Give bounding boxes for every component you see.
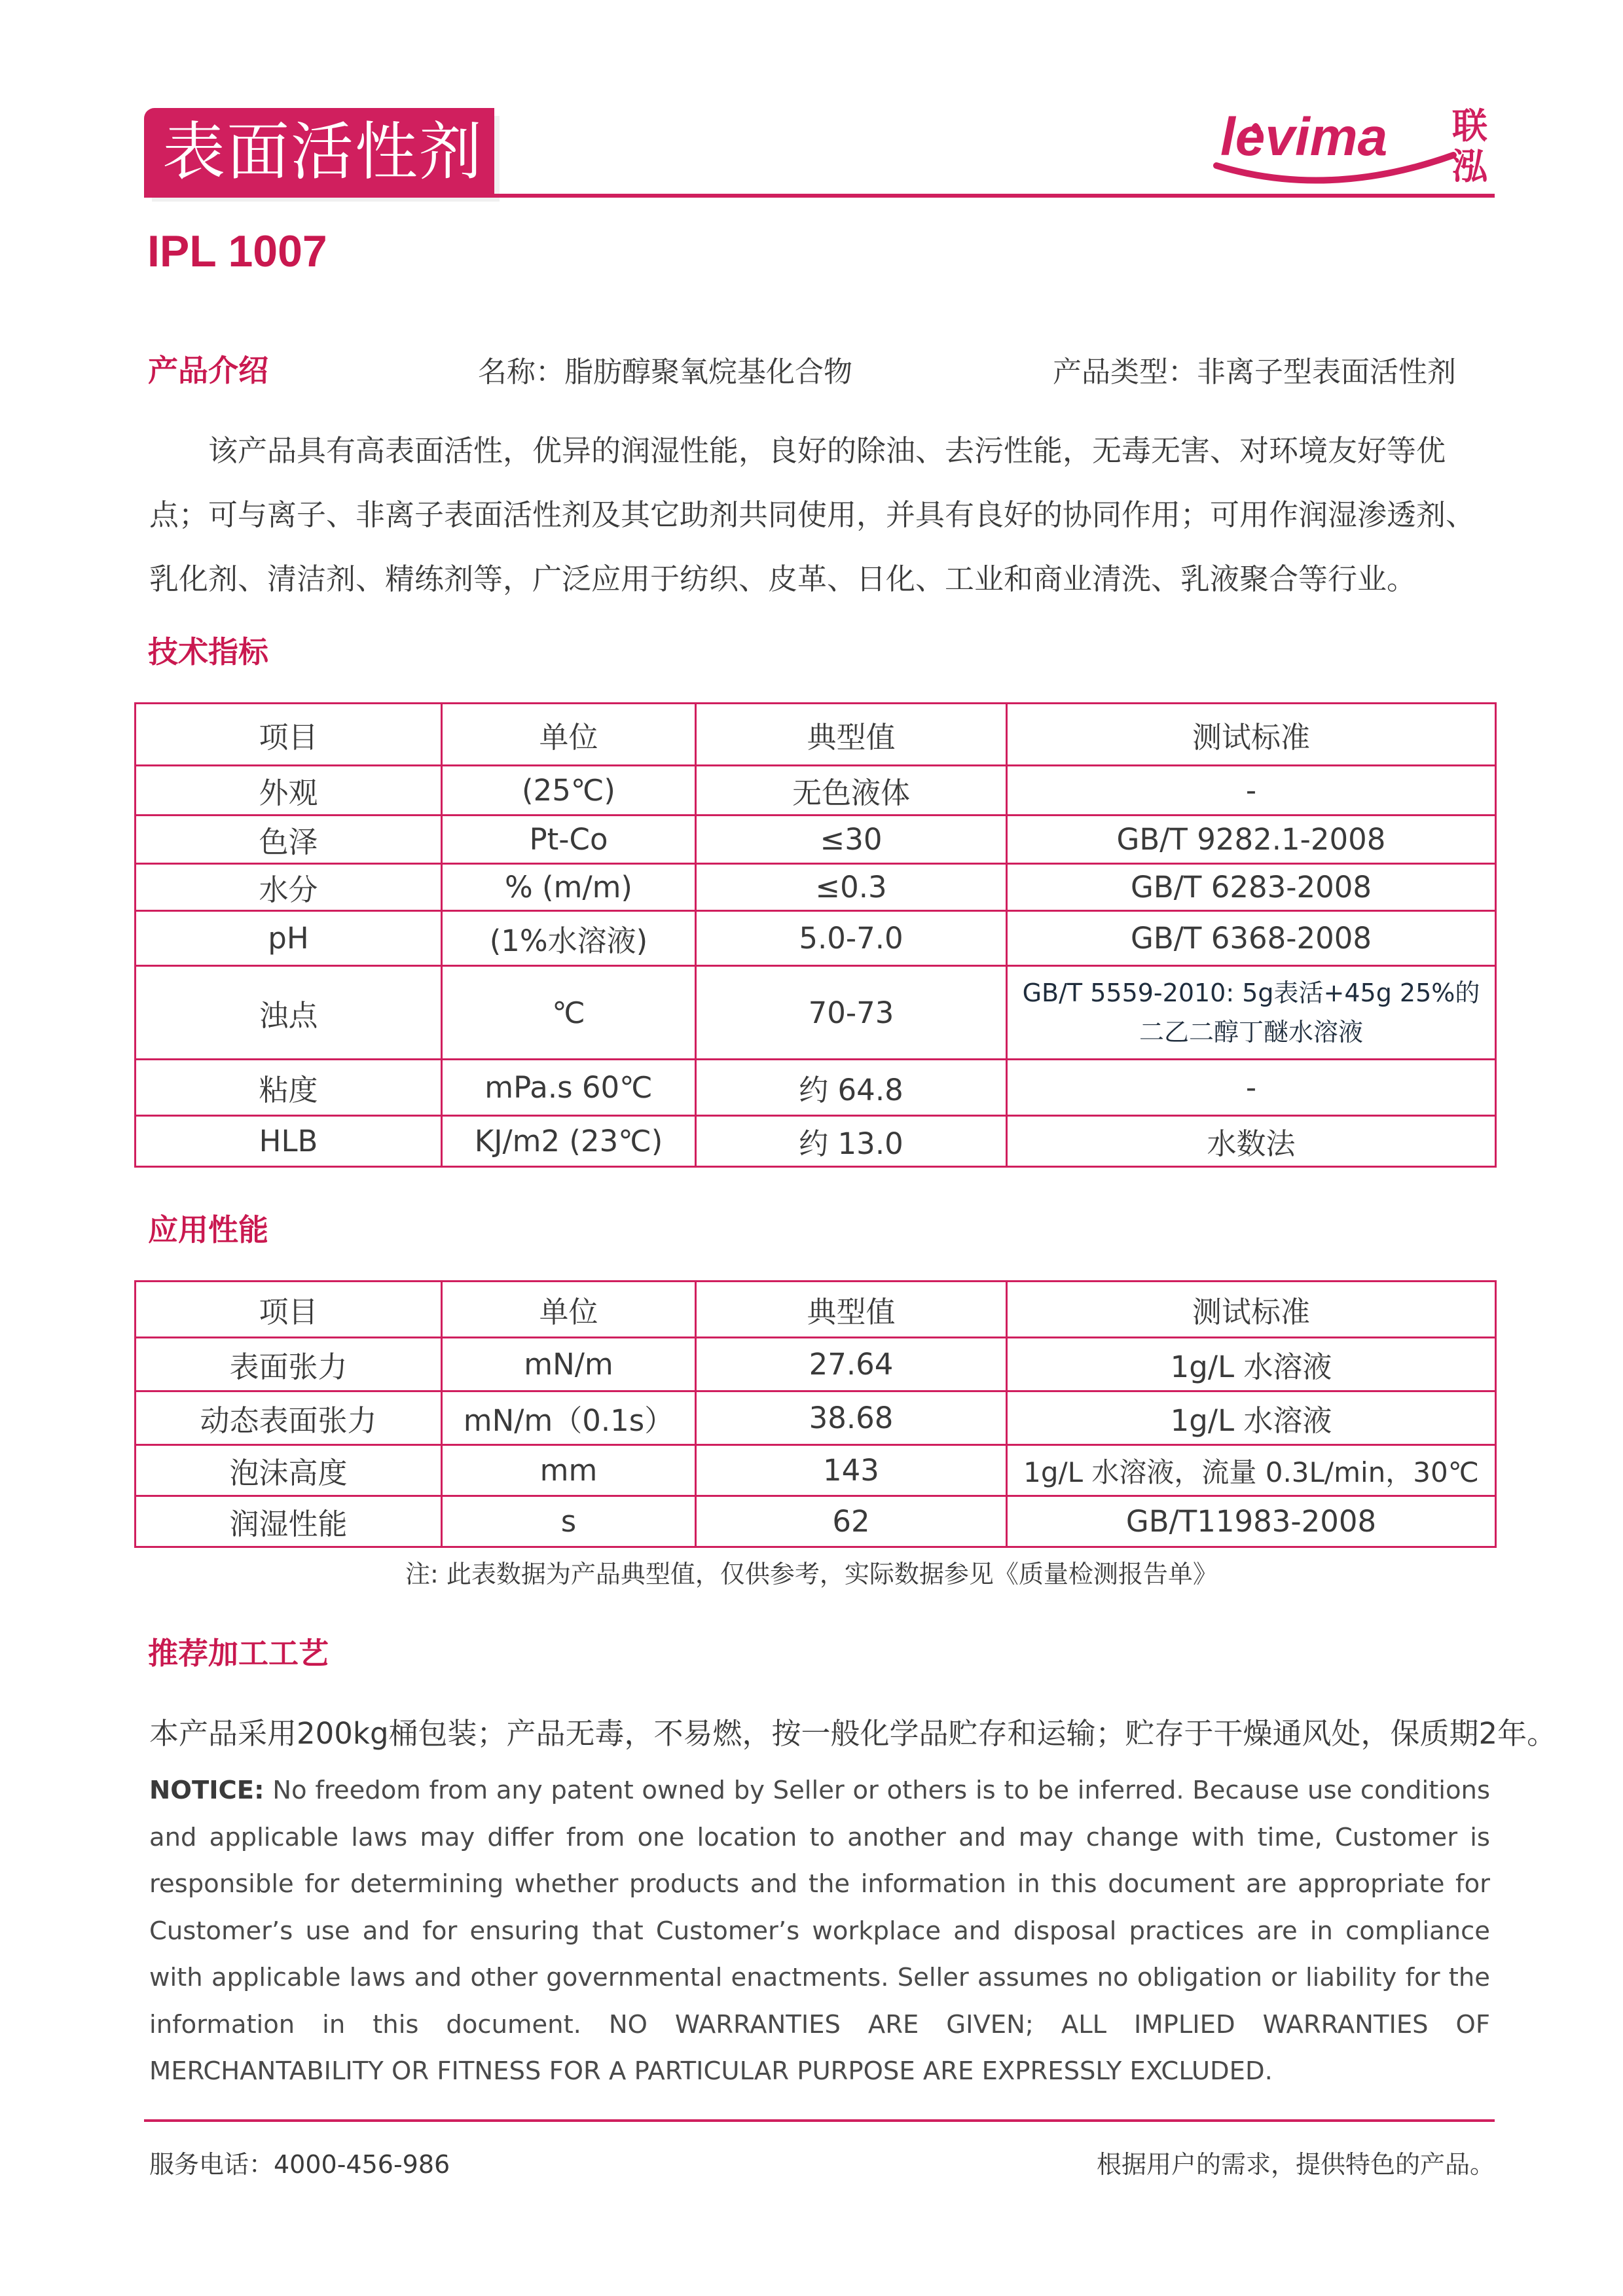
table-cell: 约 13.0 xyxy=(696,1116,1007,1167)
tech-heading: 技术指标 xyxy=(148,634,268,670)
table-row xyxy=(136,1445,1496,1496)
table-row xyxy=(136,1060,1496,1116)
table-cell: 浊点 xyxy=(136,966,442,1060)
table-cell: ℃ xyxy=(442,966,696,1060)
table-row xyxy=(136,966,1496,1060)
product-name: 名称：脂肪醇聚氧烷基化合物 xyxy=(478,355,852,389)
table-row xyxy=(136,1496,1496,1547)
header-divider xyxy=(144,194,1495,198)
table-note: 注: 此表数据为产品典型值，仅供参考，实际数据参见《质量检测报告单》 xyxy=(405,1560,1218,1588)
table-cell: 泡沫高度 xyxy=(136,1445,442,1496)
header-cell: 项目 xyxy=(136,1282,442,1338)
table-cell: Pt-Co xyxy=(442,816,696,864)
table-cell: 5.0-7.0 xyxy=(696,911,1007,966)
table-row xyxy=(136,816,1496,864)
intro-heading: 产品介绍 xyxy=(148,353,268,388)
app-performance-table xyxy=(134,1280,1497,1548)
table-cell: pH xyxy=(136,911,442,966)
table-cell: mPa.s 60℃ xyxy=(442,1060,696,1116)
table-row xyxy=(136,766,1496,816)
table-cell: 1g/L 水溶液 xyxy=(1007,1391,1496,1445)
levima-logo xyxy=(1211,95,1499,193)
table-cell: 水数法 xyxy=(1007,1116,1496,1167)
table-cell: 38.68 xyxy=(696,1391,1007,1445)
notice-block xyxy=(149,1767,1490,2095)
table-cell: 润湿性能 xyxy=(136,1496,442,1547)
header-cell: 单位 xyxy=(442,1282,696,1338)
table-cell: mm xyxy=(442,1445,696,1496)
table-cell: ≤30 xyxy=(696,816,1007,864)
table-row xyxy=(136,1116,1496,1167)
table-cell: 70-73 xyxy=(696,966,1007,1060)
table-row xyxy=(136,1338,1496,1391)
table-cell: 动态表面张力 xyxy=(136,1391,442,1445)
footer-divider xyxy=(144,2119,1495,2122)
table-cell: mN/m xyxy=(442,1338,696,1391)
notice-label: NOTICE: xyxy=(149,1776,264,1805)
logo-cn-2: 泓 xyxy=(1452,146,1487,187)
table-cell: 约 64.8 xyxy=(696,1060,1007,1116)
table-cell: 1g/L 水溶液 xyxy=(1007,1338,1496,1391)
table-cell: 27.64 xyxy=(696,1338,1007,1391)
table-cell: 色泽 xyxy=(136,816,442,864)
category-title: 表面活性剂 xyxy=(144,108,494,196)
description-text: 该产品具有高表面活性，优异的润湿性能，良好的除油、去污性能，无毒无害、对环境友好等优点；可与离子、非离子表面活性剂及其它助剂共同使用，并具有良好的协同作用；可用作润湿渗透剂、乳化剂、清洁剂、精练剂等，广泛应用于纺织、皮革、日化、工业和商业清洗、乳液聚合等行业。 xyxy=(149,433,1476,596)
table-header-row xyxy=(136,704,1496,766)
product-code: IPL 1007 xyxy=(147,226,327,276)
table-cell: 1g/L 水溶液，流量 0.3L/min，30℃ xyxy=(1007,1445,1496,1496)
table-header-row xyxy=(136,1282,1496,1338)
table-row xyxy=(136,1391,1496,1445)
table-cell: 143 xyxy=(696,1445,1007,1496)
table-cell: GB/T 6283-2008 xyxy=(1007,864,1496,911)
table-cell: mN/m（0.1s） xyxy=(442,1391,696,1445)
product-type: 产品类型：非离子型表面活性剂 xyxy=(1053,355,1456,389)
table-cell: GB/T11983-2008 xyxy=(1007,1496,1496,1547)
header-cell: 项目 xyxy=(136,704,442,766)
table-cell: HLB xyxy=(136,1116,442,1167)
header-cell: 单位 xyxy=(442,704,696,766)
table-cell: (1%水溶液) xyxy=(442,911,696,966)
table-cell: 表面张力 xyxy=(136,1338,442,1391)
table-row xyxy=(136,864,1496,911)
header-cell: 典型值 xyxy=(696,704,1007,766)
table-row xyxy=(136,911,1496,966)
tech-spec-table xyxy=(134,702,1497,1168)
table-cell: 62 xyxy=(696,1496,1007,1547)
logo-wordmark: levima xyxy=(1220,107,1388,167)
header-cell: 测试标准 xyxy=(1007,1282,1496,1338)
table-cell: ≤0.3 xyxy=(696,864,1007,911)
process-heading: 推荐加工工艺 xyxy=(148,1636,329,1671)
header-cell: 典型值 xyxy=(696,1282,1007,1338)
table-cell: (25℃) xyxy=(442,766,696,816)
header-cell: 测试标准 xyxy=(1007,704,1496,766)
app-heading: 应用性能 xyxy=(148,1212,268,1247)
table-cell: KJ/m2 (23℃) xyxy=(442,1116,696,1167)
product-description xyxy=(149,419,1495,611)
notice-text: No freedom from any patent owned by Seller or others is to be inferred. Because use conditions and applicable laws may differ from one location to another and may change with time, Customer is responsible for determining whether products and the information in this document are appropriate for Customer’s use and for ensuring that Customer’s workplace and disposal practices are in compliance with applicable laws and other governmental enactments. Seller assumes no obligation or liability for the information in this document. NO WARRANTIES ARE GIVEN; ALL IMPLIED WARRANTIES OF MERCHANTABILITY OR FITNESS FOR A PARTICULAR PURPOSE ARE EXPRESSLY EXCLUDED. xyxy=(149,1776,1490,2086)
table-cell: s xyxy=(442,1496,696,1547)
table-cell: GB/T 9282.1-2008 xyxy=(1007,816,1496,864)
table-cell: GB/T 5559-2010: 5g表活+45g 25%的二乙二醇丁醚水溶液 xyxy=(1007,966,1496,1060)
table-cell: - xyxy=(1007,1060,1496,1116)
table-cell: 无色液体 xyxy=(696,766,1007,816)
table-cell: 粘度 xyxy=(136,1060,442,1116)
table-cell: - xyxy=(1007,766,1496,816)
logo-cn-1: 联 xyxy=(1452,105,1487,147)
footer-slogan: 根据用户的需求，提供特色的产品。 xyxy=(1096,2150,1495,2179)
table-cell: 外观 xyxy=(136,766,442,816)
service-phone: 服务电话：4000-456-986 xyxy=(149,2150,450,2179)
storage-text: 本产品采用200kg桶包装；产品无毒，不易燃，按一般化学品贮存和运输；贮存于干燥通风处，保质期2年。 xyxy=(149,1716,1557,1751)
table-cell: % (m/m) xyxy=(442,864,696,911)
table-cell: 水分 xyxy=(136,864,442,911)
table-cell: GB/T 6368-2008 xyxy=(1007,911,1496,966)
